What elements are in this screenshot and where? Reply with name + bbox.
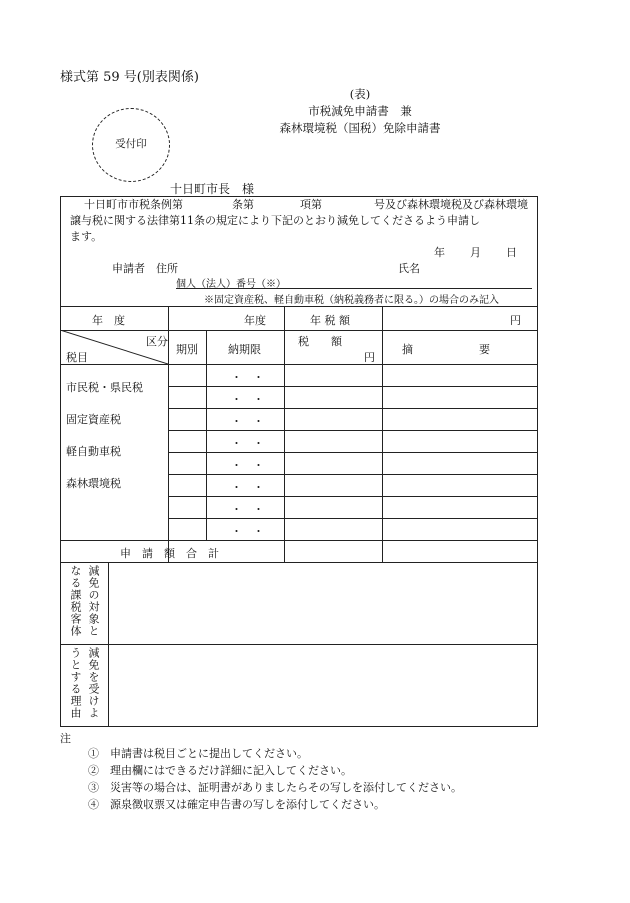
period-label: 期別 [176,343,198,356]
tax-amount-yen: 円 [364,351,375,364]
body-text-line-2: 譲与税に関する法律第11条の規定により下記のとおり減免してくださるよう申請し [70,214,480,227]
addressee: 十日町市長 様 [170,182,255,196]
table-col-line [206,330,207,540]
table-col-line [284,306,285,562]
table-rule [168,386,538,387]
reception-stamp-circle [92,108,170,182]
note-item: ③ 災害等の場合は、証明書がありましたらその写しを添付してください。 [88,781,462,794]
table-rule [168,430,538,431]
tax-amount-label: 税 額 [298,335,342,348]
remarks-label: 摘 要 [402,343,490,356]
due-date-field[interactable]: ・ ・ [231,481,264,494]
table-rule [60,364,538,365]
due-date-field[interactable]: ・ ・ [231,459,264,472]
notes-title: 注 [60,732,71,745]
annual-tax-label: 年 税 額 [310,314,350,327]
body-text-line-3: ます。 [70,230,103,243]
table-rule [168,408,538,409]
exemption-reason-label-col1: 減免を受けよ [87,647,100,719]
annual-tax-yen[interactable]: 円 [510,314,521,327]
table-rule [60,644,538,645]
body-text-seg-3: 項第 [300,198,322,211]
table-top-border [60,306,538,307]
year-label: 年 度 [92,314,125,327]
personal-number-underline [176,288,532,289]
exemption-object-label-col2: なる課税客体 [69,565,82,637]
tax-type-forest-environment: 森林環境税 [66,477,121,490]
form-title-line-1: 市税減免申請書 兼 [308,104,412,118]
due-date-field[interactable]: ・ ・ [231,503,264,516]
note-item: ② 理由欄にはできるだけ詳細に記入してください。 [88,764,352,777]
note-item: ④ 源泉徴収票又は確定申告書の写しを添付してください。 [88,798,385,811]
tax-item-label: 税目 [66,351,88,364]
due-date-field[interactable]: ・ ・ [231,415,264,428]
form-title-line-2: 森林環境税（国税）免除申請書 [279,121,441,135]
body-text-seg-1: 十日町市市税条例第 [84,198,183,211]
reception-stamp-label: 受付印 [115,138,147,150]
tax-type-light-vehicle: 軽自動車税 [66,445,121,458]
application-total-label: 申 請 額 合 計 [120,547,219,560]
body-text-seg-2: 条第 [232,198,254,211]
due-date-field[interactable]: ・ ・ [231,393,264,406]
table-rule [168,496,538,497]
tax-type-resident: 市民税・県民税 [66,381,143,394]
exemption-object-label-col1: 減免の対象と [87,565,100,637]
exemption-reason-label-col2: うとする理由 [69,647,82,719]
table-rule [168,452,538,453]
table-rule [60,540,538,541]
date-year[interactable]: 年 [434,246,445,259]
table-rule [60,562,538,563]
table-col-line [108,562,109,727]
due-date-label: 納期限 [228,343,261,356]
applicant-address-field[interactable]: 住所 [156,262,178,275]
date-month[interactable]: 月 [470,246,481,259]
category-label: 区分 [146,335,168,348]
table-rule [168,518,538,519]
year-unit[interactable]: 年度 [244,314,266,327]
note-item: ① 申請書は税目ごとに提出してください。 [88,747,308,760]
due-date-field[interactable]: ・ ・ [231,437,264,450]
table-col-line [382,306,383,562]
form-number: 様式第 59 号(別表関係) [60,70,199,85]
due-date-field[interactable]: ・ ・ [231,525,264,538]
due-date-field[interactable]: ・ ・ [231,371,264,384]
tax-type-property: 固定資産税 [66,413,121,426]
table-rule [168,474,538,475]
applicant-name-field[interactable]: 氏名 [398,262,420,275]
form-side-label: (表) [349,87,371,101]
personal-number-note: ※固定資産税、軽自動車税（納税義務者に限る。）の場合のみ記入 [204,295,499,306]
date-day[interactable]: 日 [506,246,517,259]
applicant-label: 申請者 [112,262,145,275]
personal-number-field[interactable]: 個人（法人）番号（※） [176,279,286,290]
table-col-line [168,306,169,562]
body-text-seg-4: 号及び森林環境税及び森林環境 [374,198,528,211]
